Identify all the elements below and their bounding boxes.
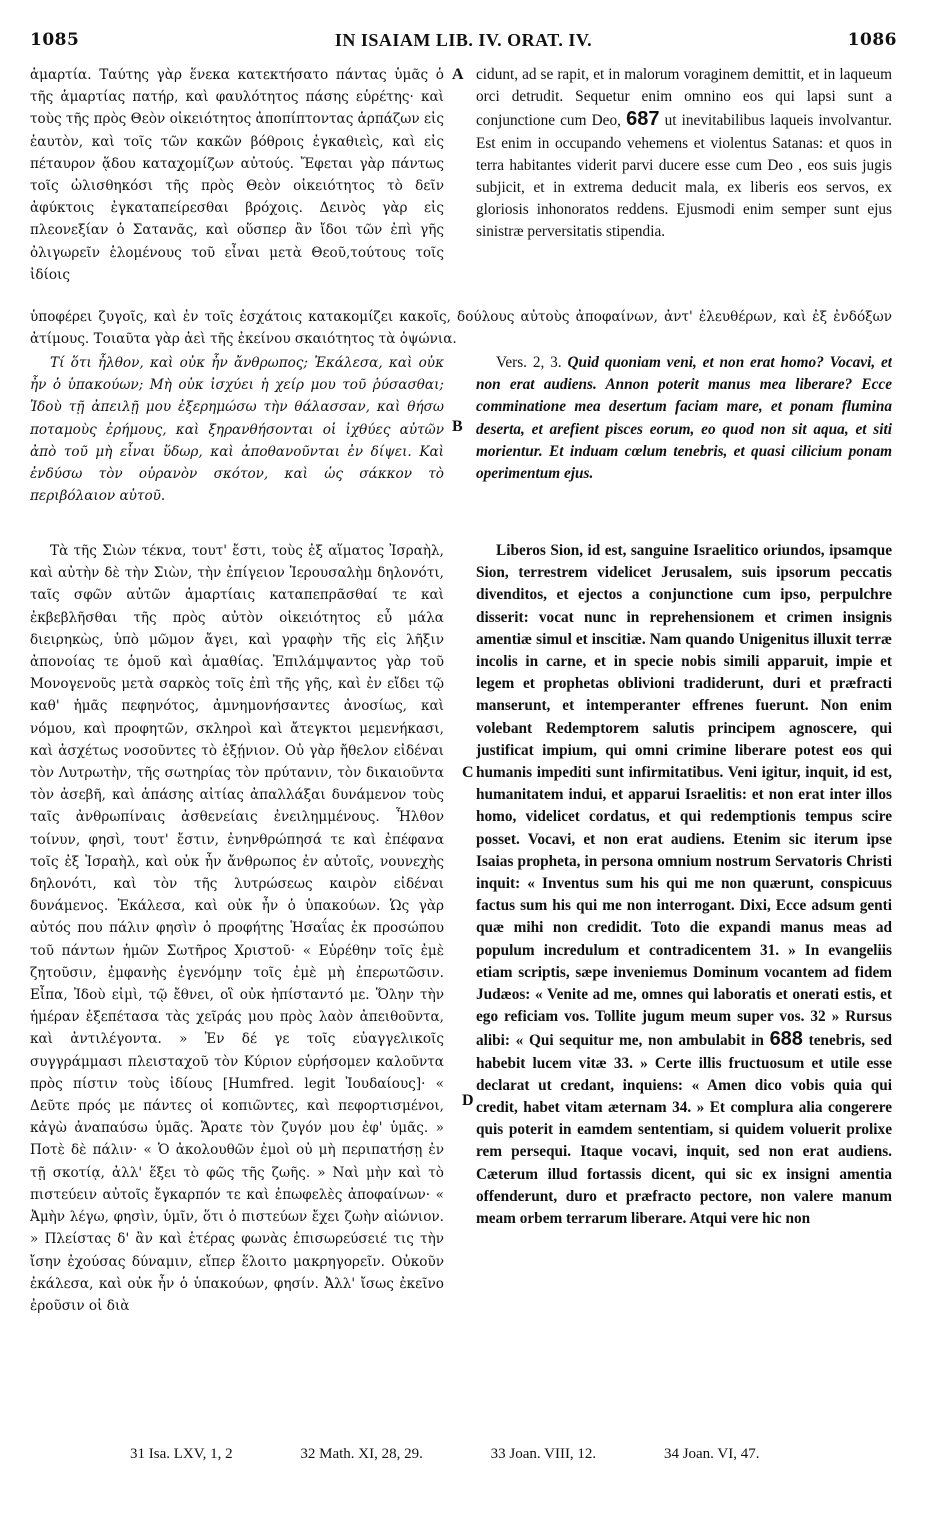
right-page-number: 1086: [847, 30, 897, 50]
greek-column-body: [30, 540, 444, 1430]
latin-verse-text: Quid quoniam veni, et non erat homo? Vocavi, et non erat audiens. Annon poterit manus mea liberare? Ecce comminatione mea desertum faciam mare, et ponam flumina deserta, et arefient pisces eorum, eo quod non sit aqua, et siti morientur. Et induam cœlum tenebris, et quasi cilicium ponam operimentum ejus.: [476, 354, 892, 483]
latin-column-body: [476, 540, 892, 1430]
greek-span-text: ὑποφέρει ζυγοῖς, καὶ ἐν τοῖς ἐσχάτοις κατακομίζει κακοῖς, δούλους αὐτοὺς ἀποφαίνων, ἀντ' ἐλευθέρων, καὶ ἐξ ἐνδόξων ἀτίμους. Τοιαῦτα γὰρ ἀεὶ τῆς ἐκείνου σκαιότητος τὰ ὀψώνια.: [30, 309, 892, 348]
greek-verse-column: [30, 352, 444, 532]
footnotes: [30, 1446, 892, 1472]
footnote-32: 32 Math. XI, 28, 29.: [300, 1446, 423, 1462]
footnote-34: 34 Joan. VI, 47.: [663, 1446, 760, 1462]
running-title: IN ISAIAM LIB. IV. ORAT. IV.: [334, 30, 593, 50]
greek-paragraph-intro: ἁμαρτία. Ταύτης γὰρ ἕνεκα κατεκτήσατο πάντας ὑμᾶς ὁ τῆς ἁμαρτίας πατήρ, καὶ φαυλότητος πάσης εὑρέτης· καὶ τοὺς τῆς πρὸς Θεὸν οἰκειότητος ἀποπίπτοντας ἁρπάζων εἰς ἑαυτὸν, καὶ τοῖς τῶν κακῶν βόθροις ἐγκαθιεὶς, καὶ εἰς πέταυρον ᾅδου καταχομίζων αὐτούς. Ἔφεται γὰρ πάντως τοῖς ὠλισθηκόσι τῆς πρὸς Θεὸν οἰκειότητος τὸ δεῖν ἀφύκτοις ἐγκαταπείρεσθαι βρόχοις. Δεινὸς γὰρ εἰς πλεονεξίαν ὁ Σατανᾶς, καὶ οὕσπερ ἂν ἴδοι τῶν ἐπὶ γῆς ὀλιγωρεῖν ἑλομένους τοῦ εἶναι μετὰ Θεοῦ,τούτους τοῖς ἰδίοις: [30, 67, 444, 283]
footnote-33: 33 Joan. VIII, 12.: [490, 1446, 597, 1462]
column-number-688: 688: [769, 1028, 803, 1051]
left-page-number: 1085: [30, 30, 80, 50]
greek-spanning-lines: [30, 306, 892, 350]
column-number-687: 687: [626, 108, 660, 131]
latin-paragraph-intro-a: cidunt, ad se rapit, et in malorum voraginem demittit, et in laqueum orci detrudit. Sequetur enim omnino eos qui lapsi sunt a conjunctione cum Deo,: [476, 66, 892, 130]
margin-marker-b: B: [452, 418, 463, 435]
margin-marker-a: A: [452, 66, 464, 83]
greek-body-text: Τὰ τῆς Σιὼν τέκνα, τουτ' ἔστι, τοὺς ἐξ αἵματος Ἰσραὴλ, καὶ αὐτὴν δὲ τὴν Σιὼν, τὴν ἐπίγειον Ἱερουσαλὴμ δηλονότι, ταῖς σφῶν αὐτῶν ἁμαρτίαις καταπεπρᾶσθαί τε καὶ ἐκβεβλῆσθαι τῆς πρὸς αὐτὸν οἰκειότητος εὖ μάλα διειρηκὼς, ὑπὸ μῶμον ἄγει, καὶ γραφὴν τῆς εἰς λῆξιν ἀπονοίας τε ὁμοῦ καὶ ἀμαθίας. Ἐπιλάμψαντος γὰρ τοῦ Μονογενοῦς μετὰ σαρκὸς τοῖς ἐπὶ τῆς γῆς, καὶ ἐν εἴδει τῷ καθ' ἡμᾶς πεφηνότος, ἀμνημονήσαντες ἀνοσίως, καὶ νόμου, καὶ προφητῶν, σκληροὶ καὶ ἄτεγκτοι μεμενήκασι, καὶ ἀσχέτως νοσοῦντες τὸ ἐξῄνιον. Οὐ γὰρ ἤθελον εἰδέναι τὸν Λυτρωτὴν, τῆς σωτηρίας τὸν πρύτανιν, τὸν δικαιοῦντα τὸν ἀσεβῆ, καὶ ἁπάσης αἰτίας ἀπαλλάξαι δυνάμενον τοὺς ταῖς ἀνθρωπίναις ἀσθενείαις ἐνειλημμένους. Ἦλθον τοίνυν, φησὶ, τουτ' ἔστιν, ἐνηνθρώπησά τε καὶ ἐπέφανα τοῖς ἐξ Ἰσραὴλ, καὶ οὐκ ἦν ἄνθρωπος ἐν αὐτοῖς, νουνεχὴς δηλονότι, καὶ τὸν τῆς λυτρώσεως καιρὸν εἰδέναι δυνάμενος. Ἐκάλεσα, καὶ οὐκ ἦν ὁ ὑπακούων. Ὡς γὰρ αὐτός που πάλιν φησὶν ὁ προφήτης Ἡσαΐας ἐκ προσώπου τοῦ πάντων ἡμῶν Σωτῆρος Χριστοῦ· « Εὑρέθην τοῖς ἐμὲ ζητοῦσιν, ἐμφανὴς ἐγενόμην τοῖς ἐμὲ μὴ ἐπερωτῶσιν. Εἶπα, Ἰδοὺ εἰμὶ, τῷ ἔθνει, οἳ οὐκ ἠπίσταντό με. Ὅλην τὴν ἡμέραν ἐξεπέτασα τὰς χεῖράς μου πρὸς λαὸν ἀπειθοῦντα, καὶ ἀντιλέγοντα. » Ἐν δέ γε τοῖς εὐαγγελικοῖς συγγράμμασι πλεισταχοῦ τὸν Κύριον εὑρήσομεν καλοῦντα πρὸς πίστιν τοὺς ἰδίους [Humfred. legit Ἰουδαίους]· « Δεῦτε πρός με πάντες οἱ κοπιῶντες, καὶ πεφορτισμένοι, κἀγὼ ἀναπαύσω ὑμᾶς. Ἄρατε τὸν ζυγόν μου ἐφ' ὑμᾶς. » Ποτὲ δὲ πάλιν· « Ὁ ἀκολουθῶν ἐμοὶ οὐ μὴ περιπατήσῃ ἐν τῇ σκοτίᾳ, ἀλλ' ἕξει τὸ φῶς τῆς ζωῆς. » Ναὶ μὴν καὶ τὸ πιστεύειν αὐτοῖς ἔγκαρπόν τε καὶ ἐπωφελὲς ἀποφαίνων· « Ἀμὴν λέγω, φησὶν, ὑμῖν, ὅτι ὁ πιστεύων ἔχει ζωὴν αἰώνιον. » Πλείστας δ' ἂν καὶ ἑτέρας φωνὰς ἐπισωρεύσειέ τις τὴν ἴσην ἐχούσας δύναμιν, εἴπερ ἕλοιτο μακρηγορεῖν. Οὐκοῦν ἐκάλεσα, καὶ οὐκ ἦν ὁ ὑπακούων, φησίν. Ἀλλ' ἴσως ἐκεῖνο ἐροῦσιν οἱ διὰ: [30, 543, 444, 1314]
page-header: [30, 30, 897, 60]
margin-marker-d: D: [462, 1092, 474, 1109]
footnote-31: 31 Isa. LXV, 1, 2: [130, 1446, 233, 1462]
latin-column-top: [476, 64, 892, 306]
latin-body-text-b: tenebris, sed habebit lucem vitæ 33. » Certe illis fructuosum et utile esse declarat ut credant, inquiens: « Amen dico vobis quia qui credit, habet vitam æternam 34. » Et complura alia congerere quis poterit in eamdem sententiam, si quidem voluerit prolixe rem persequi. Itaque vocavi, inquit, sed non erat audiens. Cæterum illud fortassis dicent, qui sic ex insigni amentia offenderunt, duro et præfracto pectore, non valere manum meam orbem terrarum liberare. Atqui vere hic non: [476, 1032, 892, 1228]
greek-column-top: [30, 64, 444, 306]
verse-label: Vers. 2, 3.: [496, 354, 562, 371]
latin-paragraph-intro-b: ut inevitabilibus laqueis involvantur. Est enim in occupando vehemens et violentus Satanas: et quos in terra habitantes viderit parvi ducere esse cum Deo , eos suis jugis subjicit, et in extrema deducit mala, ex liberis eos servos, ex gloriosis inhonoratos reddens. Ejusmodi enim semper sunt ejus sinistræ perversitatis stipendia.: [476, 112, 892, 241]
margin-marker-c: C: [462, 764, 474, 781]
latin-body-text-a: Liberos Sion, id est, sanguine Israelitico oriundos, ipsamque Sion, terrestrem videlicet Jerusalem, suis ipsorum peccatis divenditos, et ejectos a conjunctione cum ipso, perpulchre disserit: vocat nunc in reprehensionem et crimen insignis amentiæ simul et inscitiæ. Nam quando Unigenitus illuxit terræ incolis in carne, et in specie nobis simili apparuit, impie et legem et prophetas oblivioni tradiderunt, duri et præfracti manserunt, et intemperanter effrenes fuerunt. Non enim volebant Redemptorem salutis principem agnoscere, qui justificat impium, qui omni crimine liberare potest eos qui humanis impediti sunt infirmitatibus. Veni igitur, inquit, id est, humanitatem indui, et apparui Israelitis: et non erat inter illos homo, videlicet cordatus, et qui redemptionis tempus scire posset. Vocavi, et non erat audiens. Etenim sic iterum ipse Isaias propheta, in persona omnium nostrum Servatoris Christi inquit: « Inventus sum his qui me non quærunt, conspicuus factus sum his qui me non interrogant. Dixi, Ecce adsum genti quæ mihi non credidit. Toto die expandi manus meas ad populum incredulum et contradicentem 31. » In evangeliis etiam scriptis, sæpe inveniemus Dominum vocantem ad fidem Judæos: « Venite ad me, omnes qui laboratis et onerati estis, et ego reficiam vos. Tollite jugum meum super vos. 32 » Rursus alibi: « Qui sequitur me, non ambulabit in: [476, 542, 892, 1050]
greek-verse-text: Τί ὅτι ἦλθον, καὶ οὐκ ἦν ἄνθρωπος; Ἐκάλεσα, καὶ οὐκ ἦν ὁ ὑπακούων; Μὴ οὐκ ἰσχύει ἡ χείρ μου τοῦ ῥύσασθαι; Ἰδοὺ τῇ ἀπειλῇ μου ἐξερημώσω τὴν θάλασσαν, καὶ θήσω ποταμοὺς ἐρήμους, καὶ ξηρανθήσονται οἱ ἰχθύες αὐτῶν ἀπὸ τοῦ μὴ εἶναι ὕδωρ, καὶ ἀποθανοῦνται ἐν δίψει. Καὶ ἐνδύσω τὸν οὐρανὸν σκότον, καὶ ὡς σάκκον τὸ περιβόλαιον αὐτοῦ.: [30, 355, 444, 505]
latin-verse-column: [476, 352, 892, 518]
